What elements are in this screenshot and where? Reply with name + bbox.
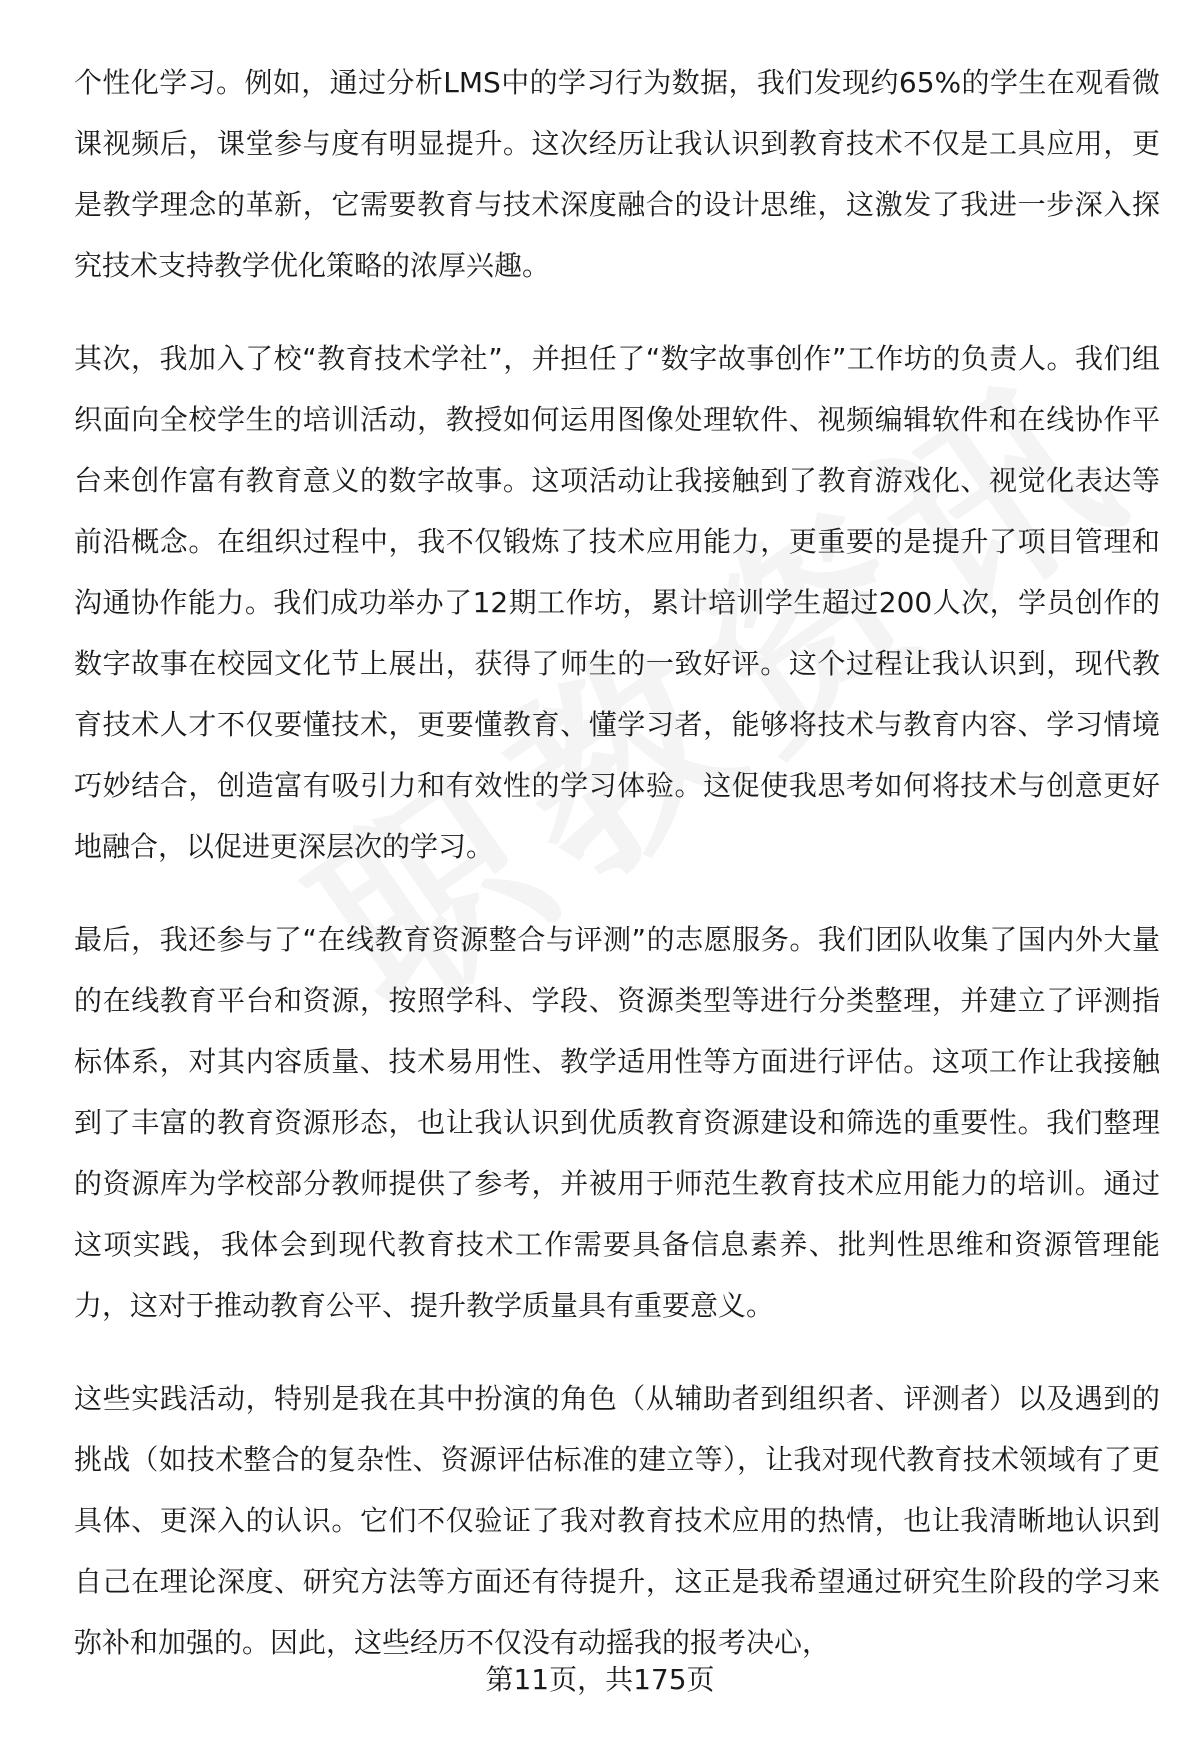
page-number: 第11页，共175页	[485, 1663, 715, 1696]
paragraph-2: 其次，我加入了校“教育技术学社”，并担任了“数字故事创作”工作坊的负责人。我们组织面向全校学生的培训活动，教授如何运用图像处理软件、视频编辑软件和在线协作平台来创作富有教育意义的数字故事。这项活动让我接触到了教育游戏化、视觉化表达等前沿概念。在组织过程中，我不仅锻炼了技术应用能力，更重要的是提升了项目管理和沟通协作能力。我们成功举办了12期工作坊，累计培训学生超过200人次，学员创作的数字故事在校园文化节上展出，获得了师生的一致好评。这个过程让我认识到，现代教育技术人才不仅要懂技术，更要懂教育、懂学习者，能够将技术与教育内容、学习情境巧妙结合，创造富有吸引力和有效性的学习体验。这促使我思考如何将技术与创意更好地融合，以促进更深层次的学习。	[74, 342, 1160, 863]
paragraph-4: 这些实践活动，特别是我在其中扮演的角色（从辅助者到组织者、评测者）以及遇到的挑战（如技术整合的复杂性、资源评估标准的建立等），让我对现代教育技术领域有了更具体、更深入的认识。它们不仅验证了我对教育技术应用的热情，也让我清晰地认识到自己在理论深度、研究方法等方面还有待提升，这正是我希望通过研究生阶段的学习来弥补和加强的。因此，这些经历不仅没有动摇我的报考决心，	[74, 1382, 1160, 1659]
paragraph-3: 最后，我还参与了“在线教育资源整合与评测”的志愿服务。我们团队收集了国内外大量的在线教育平台和资源，按照学科、学段、资源类型等进行分类整理，并建立了评测指标体系，对其内容质量、技术易用性、教学适用性等方面进行评估。这项工作让我接触到了丰富的教育资源形态，也让我认识到优质教育资源建设和筛选的重要性。我们整理的资源库为学校部分教师提供了参考，并被用于师范生教育技术应用能力的培训。通过这项实践，我体会到现代教育技术工作需要具备信息素养、批判性思维和资源管理能力，这对于推动教育公平、提升教学质量具有重要意义。	[74, 923, 1160, 1322]
paragraph-1: 个性化学习。例如，通过分析LMS中的学习行为数据，我们发现约65%的学生在观看微课视频后，课堂参与度有明显提升。这次经历让我认识到教育技术不仅是工具应用，更是教学理念的革新，它需要教育与技术深度融合的设计思维，这激发了我进一步深入探究技术支持教学优化策略的浓厚兴趣。	[74, 66, 1160, 282]
document-body	[74, 52, 1160, 1673]
